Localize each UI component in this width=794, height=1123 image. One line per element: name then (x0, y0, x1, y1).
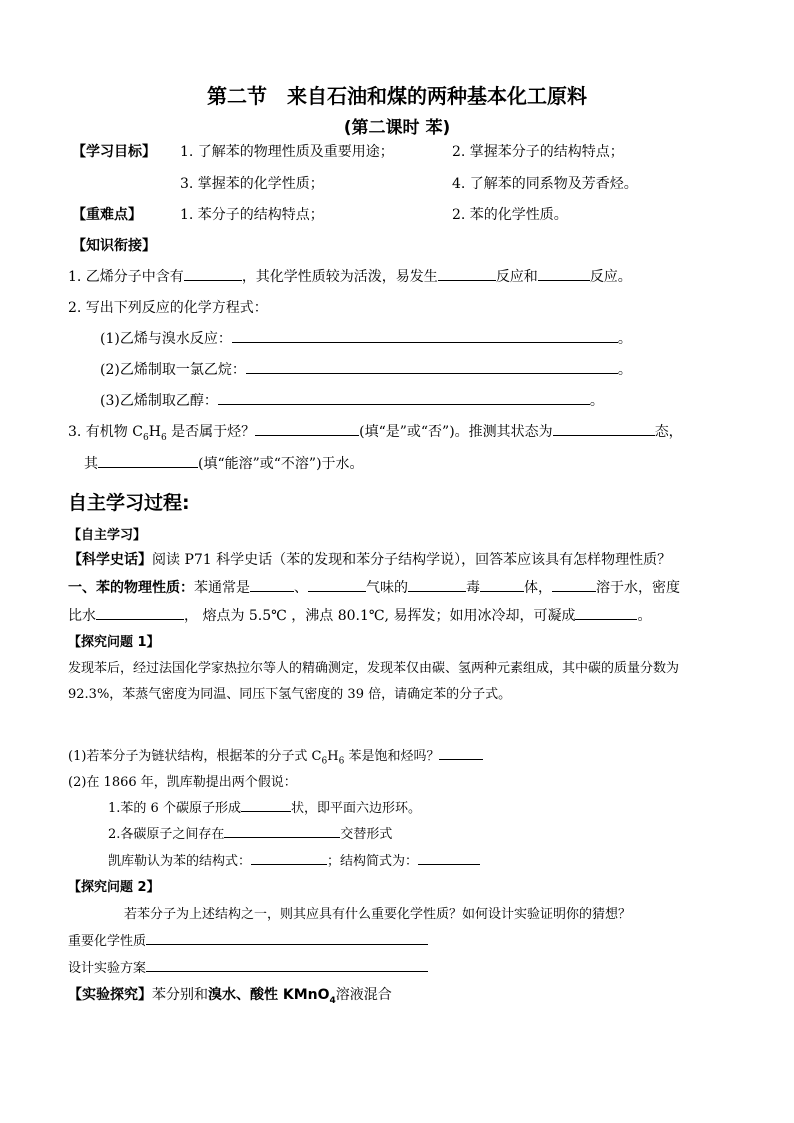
explore2-chem: 重要化学性质 (68, 930, 428, 949)
self-study-label: 【自主学习】 (68, 528, 147, 543)
knowledge-q1: 1. 乙烯分子中含有 ，其化学性质较为活泼，易发生 反应和 反应。 (68, 266, 632, 286)
explore2-label: 【探究问题 2】 (68, 880, 160, 895)
answer-blank[interactable] (246, 359, 618, 374)
experiment-line: 【实验探究】苯分别和溴水、酸性 KMnO$_4$溶液混合 (68, 987, 392, 1006)
answer-blank[interactable] (255, 421, 359, 436)
answer-blank[interactable] (98, 453, 198, 468)
explore2-design: 设计实验方案 (68, 957, 428, 976)
answer-blank[interactable] (146, 930, 428, 945)
answer-blank[interactable] (224, 823, 340, 838)
objectives-label: 【学习目标】 (72, 144, 156, 160)
physical-properties-line1: 一、苯的物理性质：苯通常是 、 气味的 毒 体， 溶于水，密度 (68, 577, 680, 597)
answer-blank[interactable] (552, 577, 596, 592)
answer-blank[interactable] (232, 328, 618, 343)
knowledge-q2c: (3)乙烯制取乙醇： 。 (100, 390, 604, 410)
answer-blank[interactable] (439, 745, 483, 760)
page-title: 第二节 来自石油和煤的两种基本化工原料 (207, 84, 587, 108)
keypoints-label: 【重难点】 (72, 207, 142, 223)
answer-blank[interactable] (96, 605, 184, 620)
process-heading: 自主学习过程: (68, 492, 190, 514)
answer-blank[interactable] (418, 850, 480, 865)
explore1-q2b: 2.各碳原子之间存在 交替形式 (108, 823, 392, 842)
explore1-text2: 92.3%，苯蒸气密度为同温、同压下氢气密度的 39 倍，请确定苯的分子式。 (68, 687, 512, 702)
answer-blank[interactable] (408, 577, 466, 592)
answer-blank[interactable] (146, 957, 428, 972)
answer-blank[interactable] (438, 266, 496, 281)
answer-blank[interactable] (251, 850, 327, 865)
keypoint-item: 2. 苯的化学性质。 (452, 207, 568, 223)
answer-blank[interactable] (480, 577, 524, 592)
answer-blank[interactable] (184, 266, 242, 281)
objective-item: 2. 掌握苯分子的结构特点； (452, 144, 624, 160)
knowledge-label: 【知识衔接】 (72, 238, 156, 254)
explore1-text1: 发现苯后，经过法国化学家热拉尔等人的精确测定，发现苯仅由碳、氢两种元素组成，其中碳的质量分数为 (68, 661, 680, 676)
knowledge-q2b: (2)乙烯制取一氯乙烷： 。 (100, 359, 632, 379)
explore1-q1: (1)若苯分子为链状结构，根据苯的分子式 $C_6H_6$ 苯是饱和烃吗？ (68, 745, 483, 767)
objective-item: 3. 掌握苯的化学性质； (180, 176, 324, 192)
knowledge-q2a: (1)乙烯与溴水反应： 。 (100, 328, 632, 348)
answer-blank[interactable] (250, 577, 294, 592)
answer-blank[interactable] (553, 421, 655, 436)
objective-item: 1. 了解苯的物理性质及重要用途； (180, 144, 394, 160)
answer-blank[interactable] (308, 577, 366, 592)
answer-blank[interactable] (241, 797, 291, 812)
explore1-label: 【探究问题 1】 (68, 635, 160, 650)
explore1-q2: (2)在 1866 年，凯库勒提出两个假说： (68, 775, 297, 790)
objective-item: 4. 了解苯的同系物及芳香烃。 (452, 176, 638, 192)
answer-blank[interactable] (218, 390, 590, 405)
answer-blank[interactable] (538, 266, 590, 281)
explore2-text: 若苯分子为上述结构之一，则其应具有什么重要化学性质？如何设计实验证明你的猜想？ (124, 907, 632, 922)
explore1-q2a: 1.苯的 6 个碳原子形成 状，即平面六边形环。 (108, 797, 421, 816)
knowledge-q3: 3. 有机物 $C_6H_6$ 是否属于烃？ (填“是”或“否”)。推测其状态为 态， (68, 421, 683, 443)
history-line: 【科学史话】阅读 P71 科学史话（苯的发现和苯分子结构学说），回答苯应该具有怎样物理性质？ (68, 552, 672, 568)
physical-properties-line2: 比水 ， 熔点为 5.5℃ ，沸点 80.1℃, 易挥发；如用冰冷却，可凝成 。 (68, 605, 651, 625)
keypoint-item: 1. 苯分子的结构特点； (180, 207, 324, 223)
page-subtitle: (第二课时 苯) (343, 118, 451, 138)
answer-blank[interactable] (575, 605, 637, 620)
explore1-q2c: 凯库勒认为苯的结构式： ；结构简式为： (108, 850, 480, 869)
knowledge-q2: 2. 写出下列反应的化学方程式： (68, 300, 268, 316)
knowledge-q3-line2: 其 (填“能溶”或“不溶”)于水。 (84, 453, 364, 473)
